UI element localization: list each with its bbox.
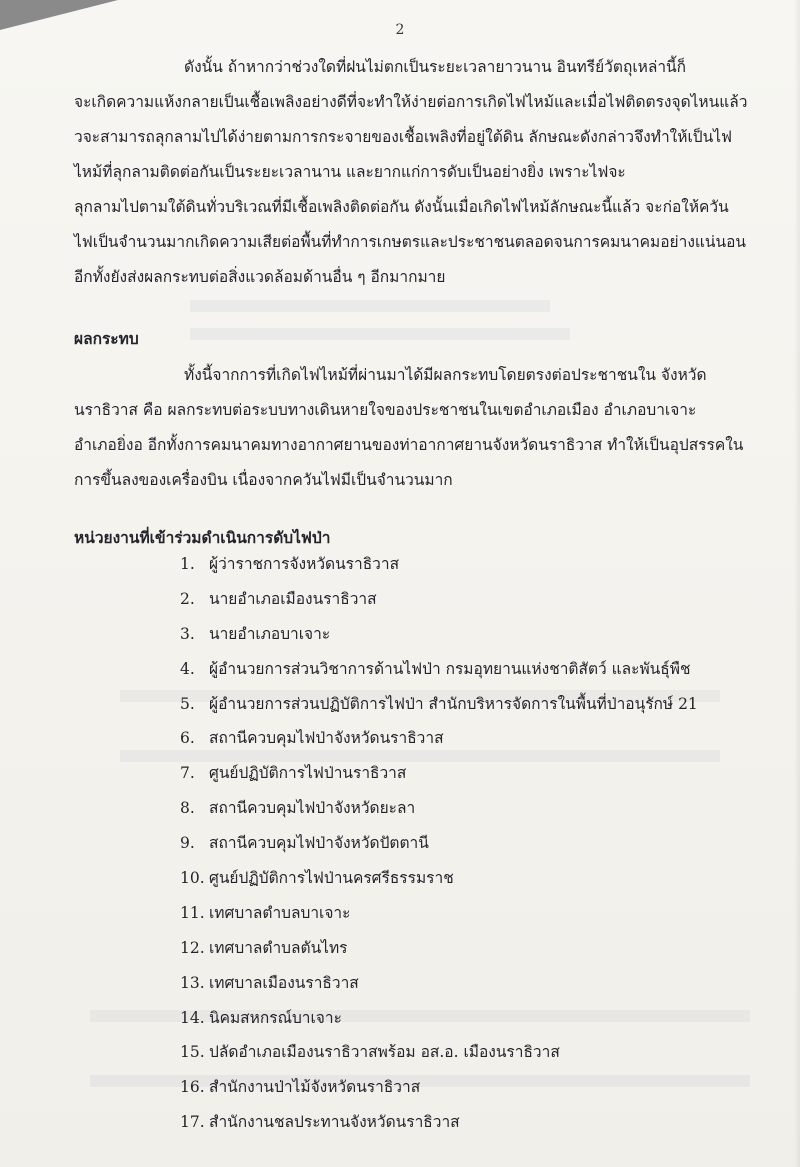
paragraph-line: จะเกิดความแห้งกลายเป็นเชื้อเพลิงอย่างดีที่จะทำให้ง่ายต่อการเกิดไฟไหม้และเมื่อไฟติดตรงจุดไหนแล้ว bbox=[74, 93, 748, 111]
list-item-text: เทศบาลตำบลบาเจาะ bbox=[209, 903, 351, 922]
list-item bbox=[180, 896, 698, 931]
list-item-text: สถานีควบคุมไฟป่าจังหวัดยะลา bbox=[209, 799, 416, 818]
list-item bbox=[180, 826, 698, 861]
list-item bbox=[180, 1001, 698, 1036]
paragraph-line: วจะสามารถลุกลามไปได้ง่ายตามการกระจายของเชื้อเพลิงที่อยู่ใต้ดิน ลักษณะดังกล่าวจึงทำให้เป็นไฟ bbox=[74, 128, 732, 146]
intro-paragraph bbox=[74, 50, 764, 295]
list-item-text: นิคมสหกรณ์บาเจาะ bbox=[209, 1008, 342, 1027]
list-item bbox=[180, 652, 698, 687]
list-item-text: ศูนย์ปฏิบัติการไฟป่านราธิวาส bbox=[209, 764, 407, 783]
list-item-number: 15. bbox=[180, 1043, 205, 1062]
paragraph-line: ไฟเป็นจำนวนมากเกิดความเสียต่อพื้นที่ทำการเกษตรและประชาชนตลอดจนการคมนาคมอย่างแน่นอน bbox=[74, 233, 746, 251]
list-item-text: เทศบาลตำบลตันไทร bbox=[209, 938, 348, 957]
list-item-text: เทศบาลเมืองนราธิวาส bbox=[209, 973, 359, 992]
list-item bbox=[180, 861, 698, 896]
list-item-text: สถานีควบคุมไฟป่าจังหวัดปัตตานี bbox=[209, 834, 429, 853]
paragraph-line: อำเภอยิ่งอ อีกทั้งการคมนาคมทางอากาศยานของท่าอากาศยานจังหวัดนราธิวาส ทำให้เป็นอุปสรรคใน bbox=[74, 436, 744, 454]
list-item-text: สำนักงานชลประทานจังหวัดนราธิวาส bbox=[209, 1113, 460, 1132]
list-item-text: นายอำเภอบาเจาะ bbox=[209, 624, 331, 643]
paragraph-line: ไหม้ที่ลุกลามติดต่อกันเป็นระยะเวลานาน และยากแก่การดับเป็นอย่างยิ่ง เพราะไฟจะ bbox=[74, 163, 626, 181]
list-item-number: 5. bbox=[180, 694, 195, 713]
list-item-text: สถานีควบคุมไฟป่าจังหวัดนราธิวาส bbox=[209, 729, 444, 748]
list-item bbox=[180, 931, 698, 966]
list-item bbox=[180, 1070, 698, 1105]
list-item bbox=[180, 756, 698, 791]
paragraph-line: อีกทั้งยังส่งผลกระทบต่อสิ่งแวดล้อมด้านอื่น ๆ อีกมากมาย bbox=[74, 268, 446, 286]
list-item bbox=[180, 1035, 698, 1070]
list-item-text: ปลัดอำเภอเมืองนราธิวาสพร้อม อส.อ. เมืองนราธิวาส bbox=[209, 1043, 560, 1062]
impact-heading: ผลกระทบ bbox=[74, 329, 139, 348]
list-item-number: 3. bbox=[180, 624, 195, 643]
list-item-text: ศูนย์ปฏิบัติการไฟป่านครศรีธรรมราช bbox=[209, 869, 454, 888]
page-edge-shadow bbox=[794, 0, 800, 1167]
bleed-through-mark bbox=[190, 300, 550, 312]
list-item-text: ผู้ว่าราชการจังหวัดนราธิวาส bbox=[209, 555, 400, 573]
paragraph-line: การขึ้นลงของเครื่องบิน เนื่องจากควันไฟมีเป็นจำนวนมาก bbox=[74, 471, 453, 489]
page-number: 2 bbox=[395, 22, 405, 38]
list-item-number: 6. bbox=[180, 729, 195, 748]
list-item-text: ผู้อำนวยการส่วนวิชาการด้านไฟป่า กรมอุทยานแห่งชาติสัตว์ และพันธุ์พืช bbox=[209, 659, 691, 678]
agencies-heading: หน่วยงานที่เข้าร่วมดำเนินการดับไฟป่า bbox=[74, 528, 331, 547]
list-item-number: 12. bbox=[180, 938, 205, 957]
paragraph-line: ดังนั้น ถ้าหากว่าช่วงใดที่ฝนไม่ตกเป็นระยะเวลายาวนาน อินทรีย์วัตถุเหล่านี้ก็ bbox=[184, 58, 687, 76]
list-item-text: สำนักงานป่าไม้จังหวัดนราธิวาส bbox=[209, 1078, 421, 1097]
list-item-number: 10. bbox=[180, 869, 205, 888]
list-item bbox=[180, 791, 698, 826]
list-item-text: ผู้อำนวยการส่วนปฏิบัติการไฟป่า สำนักบริหารจัดการในพื้นที่ป่าอนุรักษ์ 21 bbox=[209, 694, 698, 713]
bleed-through-mark bbox=[190, 328, 570, 340]
agencies-list bbox=[180, 547, 698, 1140]
list-item bbox=[180, 721, 698, 756]
list-item-number: 7. bbox=[180, 764, 195, 783]
list-item bbox=[180, 966, 698, 1001]
list-item-number: 16. bbox=[180, 1078, 205, 1097]
list-item-text: นายอำเภอเมืองนราธิวาส bbox=[209, 589, 377, 608]
list-item-number: 4. bbox=[180, 659, 195, 678]
paragraph-line: ลุกลามไปตามใต้ดินทั่วบริเวณที่มีเชื้อเพลิงติดต่อกัน ดังนั้นเมื่อเกิดไฟไหม้ลักษณะนี้แล้ว จะก่อให้ควัน bbox=[74, 198, 729, 216]
list-item bbox=[180, 582, 698, 617]
list-item-number: 14. bbox=[180, 1008, 205, 1027]
list-item-number: 11. bbox=[180, 903, 205, 922]
list-item-number: 9. bbox=[180, 834, 195, 853]
list-item bbox=[180, 547, 698, 582]
list-item-number: 1. bbox=[180, 555, 195, 573]
list-item bbox=[180, 1105, 698, 1140]
list-item bbox=[180, 617, 698, 652]
paragraph-line: นราธิวาส คือ ผลกระทบต่อระบบทางเดินหายใจของประชาชนในเขตอำเภอเมือง อำเภอบาเจาะ bbox=[74, 401, 697, 419]
list-item-number: 2. bbox=[180, 589, 195, 608]
impact-paragraph bbox=[74, 358, 764, 498]
list-item-number: 8. bbox=[180, 799, 195, 818]
list-item bbox=[180, 687, 698, 722]
list-item-number: 13. bbox=[180, 973, 205, 992]
paragraph-line: ทั้งนี้จากการที่เกิดไฟไหม้ที่ผ่านมาได้มีผลกระทบโดยตรงต่อประชาชนใน จังหวัด bbox=[184, 366, 707, 384]
list-item-number: 17. bbox=[180, 1113, 205, 1132]
